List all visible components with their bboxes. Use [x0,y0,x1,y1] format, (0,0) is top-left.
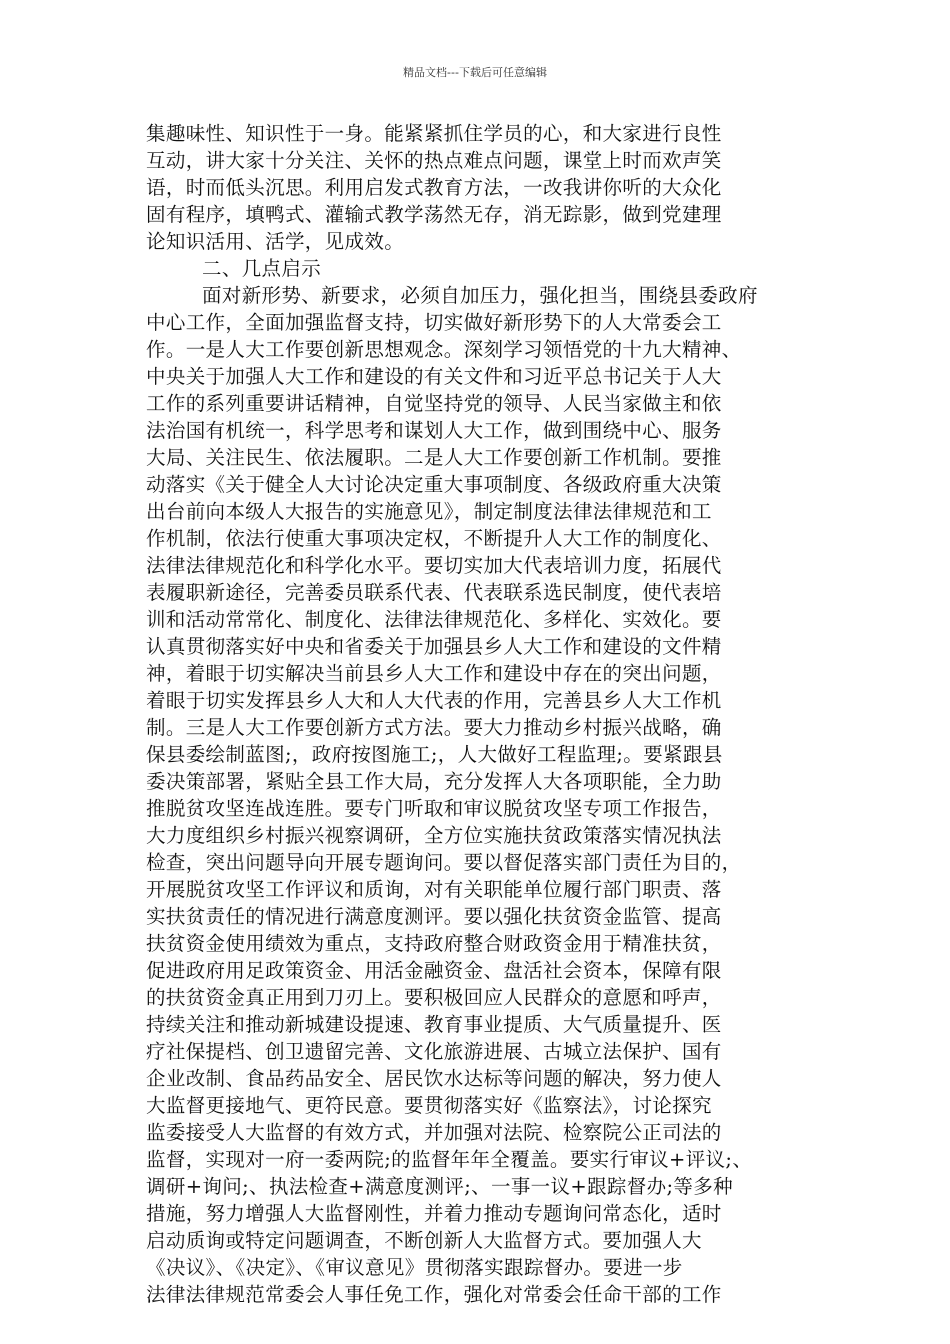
body-line: 调研+询问;、执法检查+满意度测评;、一事一议+跟踪督办;等多种 [146,1175,733,1198]
body-line: 神，着眼于切实解决当前县乡人大工作和建设中存在的突出问题， [146,662,722,685]
body-line: 法律法律规范化和科学化水平。要切实加大代表培训力度，拓展代 [146,554,722,577]
body-line: 动落实《关于健全人大讨论决定重大事项制度、各级政府重大决策 [146,473,722,496]
body-line: 集趣味性、知识性于一身。能紧紧抓住学员的心，和大家进行良性 [146,122,722,145]
body-line: 启动质询或特定问题调查，不断创新人大监督方式。要加强人大 [146,1229,702,1252]
body-line: 法治国有机统一，科学思考和谋划人大工作，做到围绕中心、服务 [146,419,722,442]
body-line: 的扶贫资金真正用到刀刃上。要积极回应人民群众的意愿和呼声， [146,986,722,1009]
body-line: 中央关于加强人大工作和建设的有关文件和习近平总书记关于人大 [146,365,722,388]
body-line: 企业改制、食品药品安全、居民饮水达标等问题的解决，努力使人 [146,1067,722,1090]
body-line: 疗社保提档、创卫遗留完善、文化旅游进展、古城立法保护、国有 [146,1040,722,1063]
body-line: 大局、关注民生、依法履职。二是人大工作要创新工作机制。要推 [146,446,722,469]
body-line: 训和活动常常化、制度化、法律法律规范化、多样化、实效化。要 [146,608,722,631]
body-line: 着眼于切实发挥县乡人大和人大代表的作用，完善县乡人大工作机 [146,689,722,712]
body-line: 大力度组织乡村振兴视察调研，全方位实施扶贫政策落实情况执法 [146,824,722,847]
body-line: 扶贫资金使用绩效为重点，支持政府整合财政资金用于精准扶贫， [146,932,722,955]
body-line: 推脱贫攻坚连战连胜。要专门听取和审议脱贫攻坚专项工作报告， [146,797,722,820]
body-line: 表履职新途径，完善委员联系代表、代表联系选民制度，使代表培 [146,581,722,604]
body-line: 工作的系列重要讲话精神，自觉坚持党的领导、人民当家做主和依 [146,392,722,415]
body-line: 认真贯彻落实好中央和省委关于加强县乡人大工作和建设的文件精 [146,635,722,658]
body-line: 保县委绘制蓝图;，政府按图施工;，人大做好工程监理;。要紧跟县 [146,743,723,766]
body-line: 论知识活用、活学，见成效。 [146,230,405,253]
paragraph-first-line: 面对新形势、新要求，必须自加压力，强化担当，围绕县委政府 [202,284,758,307]
body-line: 作。一是人大工作要创新思想观念。深刻学习领悟党的十九大精神、 [146,338,742,361]
body-line: 监委接受人大监督的有效方式，并加强对法院、检察院公正司法的 [146,1121,722,1144]
body-line: 语，时而低头沉思。利用启发式教育方法，一改我讲你听的大众化 [146,176,722,199]
body-line: 中心工作，全面加强监督支持，切实做好新形势下的人大常委会工 [146,311,722,334]
body-line: 持续关注和推动新城建设提速、教育事业提质、大气质量提升、医 [146,1013,722,1036]
body-line: 委决策部署，紧贴全县工作大局，充分发挥人大各项职能，全力助 [146,770,722,793]
body-line: 法律法律规范常委会人事任免工作，强化对常委会任命干部的工作 [146,1283,722,1306]
body-line: 制。三是人大工作要创新方式方法。要大力推动乡村振兴战略，确 [146,716,722,739]
body-line: 出台前向本级人大报告的实施意见》，制定制度法律法律规范和工 [146,500,712,523]
section-heading: 二、几点启示 [202,257,322,280]
body-line: 作机制，依法行使重大事项决定权，不断提升人大工作的制度化、 [146,527,722,550]
body-line: 措施，努力增强人大监督刚性，并着力推动专题询问常态化，适时 [146,1202,722,1225]
page-header-note: 精品文档---下载后可任意编辑 [403,66,547,79]
body-line: 促进政府用足政策资金、用活金融资金、盘活社会资本，保障有限 [146,959,722,982]
body-line: 实扶贫责任的情况进行满意度测评。要以强化扶贫资金监管、提高 [146,905,722,928]
body-line: 互动，讲大家十分关注、关怀的热点难点问题，课堂上时而欢声笑 [146,149,722,172]
body-line: 开展脱贫攻坚工作评议和质询，对有关职能单位履行部门职责、落 [146,878,722,901]
body-line: 《决议》、《决定》、《审议意见》贯彻落实跟踪督办。要进一步 [146,1256,683,1279]
body-line: 固有程序，填鸭式、灌输式教学荡然无存，消无踪影，做到党建理 [146,203,722,226]
body-line: 监督，实现对一府一委两院;的监督年年全覆盖。要实行审议+评议;、 [146,1148,753,1171]
body-line: 检查，突出问题导向开展专题询问。要以督促落实部门责任为目的， [146,851,742,874]
body-line: 大监督更接地气、更符民意。要贯彻落实好《监察法》，讨论探究 [146,1094,712,1117]
document-body [146,120,816,1308]
